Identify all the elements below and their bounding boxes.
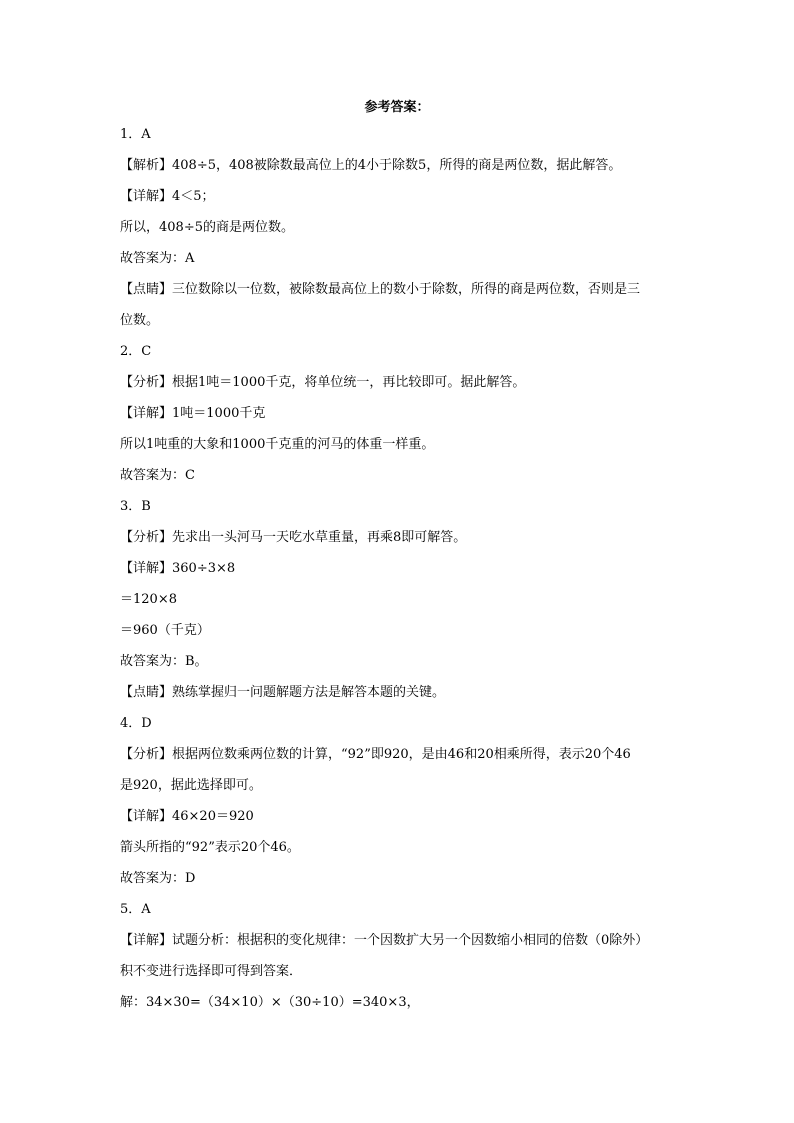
answer-2-analysis: 【分析】根据1吨＝1000千克，将单位统一，再比较即可。据此解答。 <box>120 375 526 390</box>
answer-content <box>120 119 680 1018</box>
answer-4-conclusion: 箭头所指的“92”表示20个46。 <box>120 840 300 855</box>
answer-5-solution: 解：34×30=（34×10）×（30÷10）=340×3， <box>120 995 420 1010</box>
answer-2-detail: 【详解】1吨＝1000千克 <box>120 406 266 421</box>
answer-4-detail: 【详解】46×20＝920 <box>120 809 254 824</box>
answer-1-comment-cont: 位数。 <box>120 313 160 328</box>
answer-5-label: 5．A <box>120 902 151 917</box>
answer-1-analysis: 【解析】408÷5，408被除数最高位上的4小于除数5，所得的商是两位数，据此解答。 <box>120 158 622 173</box>
answer-4-label: 4．D <box>120 716 152 731</box>
answer-1-detail: 【详解】4＜5； <box>120 189 215 204</box>
answer-3-result: 故答案为：B。 <box>120 654 208 669</box>
answer-2-label: 2．C <box>120 344 152 359</box>
answer-2-result: 故答案为：C <box>120 468 195 483</box>
page-title: 参考答案： <box>364 100 430 115</box>
answer-1-result: 故答案为：A <box>120 251 195 266</box>
answer-3-step-2: ＝960（千克） <box>120 623 210 638</box>
answer-3-detail: 【详解】360÷3×8 <box>120 561 236 576</box>
answer-1-conclusion: 所以，408÷5的商是两位数。 <box>120 220 294 235</box>
answer-3-analysis: 【分析】先求出一头河马一天吃水草重量，再乘8即可解答。 <box>120 530 467 545</box>
answer-1-comment: 【点睛】三位数除以一位数，被除数最高位上的数小于除数，所得的商是两位数，否则是三 <box>120 282 641 297</box>
answer-4-result: 故答案为：D <box>120 871 196 886</box>
answer-5-detail-cont: 积不变进行选择即可得到答案． <box>120 964 303 979</box>
answer-2-conclusion: 所以1吨重的大象和1000千克重的河马的体重一样重。 <box>120 437 435 452</box>
answer-5-detail: 【详解】试题分析：根据积的变化规律：一个因数扩大另一个因数缩小相同的倍数（0除外） <box>120 933 649 948</box>
answer-3-label: 3．B <box>120 499 151 514</box>
answer-4-analysis-cont: 是920，据此选择即可。 <box>120 778 262 793</box>
answer-1-label: 1．A <box>120 127 151 142</box>
answer-3-step-1: ＝120×8 <box>120 592 177 607</box>
answer-4-analysis: 【分析】根据两位数乘两位数的计算，“92”即920，是由46和20相乘所得，表示20个46 <box>120 747 631 762</box>
answer-3-comment: 【点睛】熟练掌握归一问题解题方法是解答本题的关键。 <box>120 685 446 700</box>
